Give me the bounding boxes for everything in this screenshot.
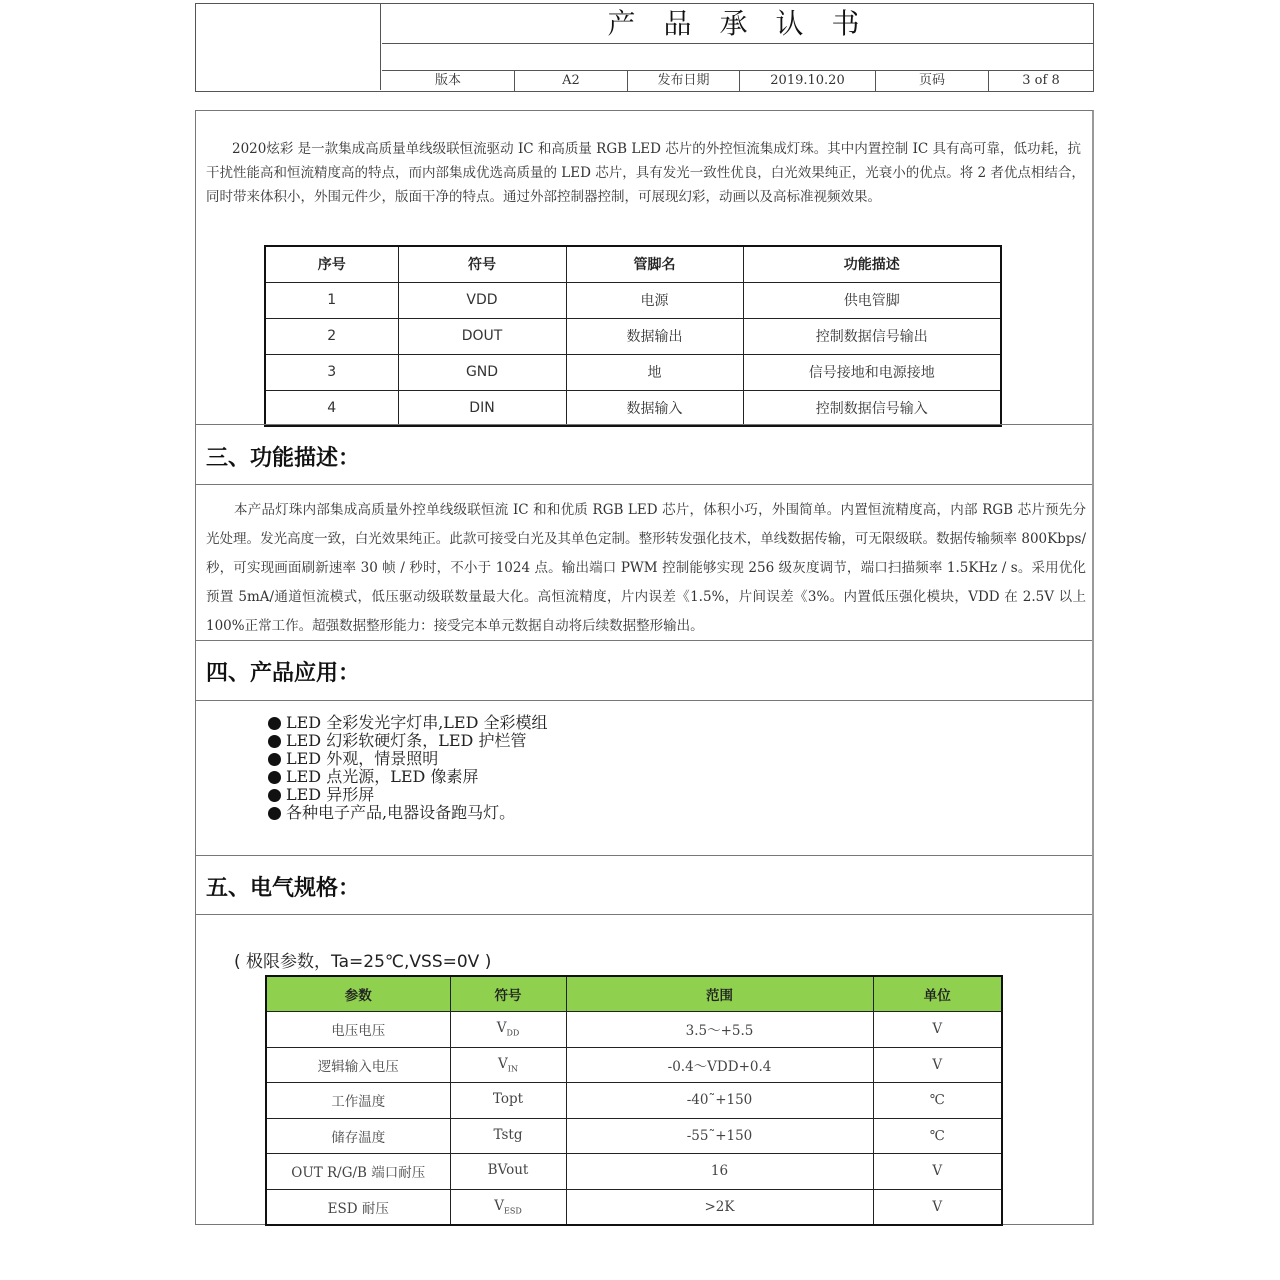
cell	[450, 1154, 566, 1190]
symbol-subscript: IN	[507, 1064, 518, 1074]
symbol: Topt	[492, 1091, 524, 1108]
version-value: A2	[515, 71, 628, 91]
list-item	[268, 804, 548, 822]
cell: 16	[566, 1154, 873, 1190]
col-header: 序号	[265, 246, 398, 282]
table-row	[266, 1154, 1002, 1190]
page-label: 页码	[876, 71, 989, 91]
table-row	[265, 390, 1001, 426]
cell: 储存温度	[266, 1118, 450, 1154]
col-header: 单位	[873, 976, 1002, 1012]
cell: -55˜+150	[566, 1118, 873, 1154]
cell: 2	[265, 318, 398, 354]
cell: 3	[265, 354, 398, 390]
table-row	[265, 354, 1001, 390]
divider	[196, 424, 1092, 425]
list-item	[268, 768, 548, 786]
cell: 电压电压	[266, 1012, 450, 1048]
divider	[196, 855, 1092, 856]
cell: DOUT	[398, 318, 566, 354]
cell	[450, 1012, 566, 1048]
list-item	[268, 732, 548, 750]
document-body	[195, 110, 1094, 1225]
cell: V	[873, 1154, 1002, 1190]
section-5-title: 五、电气规格：	[206, 876, 361, 901]
col-header: 符号	[398, 246, 566, 282]
page-value: 3 of 8	[1022, 73, 1060, 88]
bullet-icon	[268, 735, 281, 748]
function-description	[206, 496, 1086, 641]
release-date-label: 发布日期	[628, 71, 740, 91]
cell: V	[873, 1189, 1002, 1225]
cell: DIN	[398, 390, 566, 426]
header-blank-row	[382, 45, 1093, 71]
table-row	[266, 1047, 1002, 1083]
cell: GND	[398, 354, 566, 390]
cell	[450, 1047, 566, 1083]
intro-text: 2020炫彩 是一款集成高质量单线级联恒流驱动 IC 和高质量 RGB LED 芯片的外控恒流集成灯珠。其中内置控制 IC 具有高可靠，低功耗，抗干扰性能高和恒流精度高的特点，而内部集成优选高质量的 LED 芯片，具有发光一致性优良，白光效果纯正，光衰小的优点。将 2 者优点相结合，同时带来体积小，外围元件少，版面干净的特点。通过外部控制器控制，可展现幻彩，动画以及高标准视频效果。	[206, 141, 1085, 205]
list-item-text: LED 全彩发光字灯串,LED 全彩模组	[286, 713, 548, 732]
cell: -0.4～VDD+0.4	[566, 1047, 873, 1083]
intro-paragraph	[206, 137, 1086, 209]
col-header: 参数	[266, 976, 450, 1012]
bullet-icon	[268, 807, 281, 820]
col-header: 功能描述	[743, 246, 1001, 282]
section-4-title: 四、产品应用：	[206, 661, 361, 686]
cell: VDD	[398, 282, 566, 318]
symbol-subscript: ESD	[504, 1206, 522, 1216]
list-item-text: LED 异形屏	[286, 785, 375, 804]
logo-area	[196, 4, 381, 90]
list-item-text: 各种电子产品,电器设备跑马灯。	[286, 803, 516, 822]
col-header: 符号	[450, 976, 566, 1012]
list-item	[268, 786, 548, 804]
table-row	[265, 282, 1001, 318]
table-header-row	[265, 246, 1001, 282]
table-row	[266, 1012, 1002, 1048]
application-list	[268, 714, 548, 822]
bullet-icon	[268, 753, 281, 766]
cell	[450, 1189, 566, 1225]
symbol: BVout	[487, 1162, 529, 1179]
list-item-text: LED 幻彩软硬灯条，LED 护栏管	[286, 731, 527, 750]
list-item	[268, 750, 548, 768]
divider	[196, 700, 1092, 701]
section-3-title: 三、功能描述：	[206, 446, 361, 471]
bullet-icon	[268, 771, 281, 784]
cell: 供电管脚	[743, 282, 1001, 318]
cell: ESD 耐压	[266, 1189, 450, 1225]
cell: -40˜+150	[566, 1083, 873, 1119]
cell: 工作温度	[266, 1083, 450, 1119]
cell: OUT R/G/B 端口耐压	[266, 1154, 450, 1190]
pin-table	[264, 245, 1002, 427]
cell: V	[873, 1012, 1002, 1048]
cell	[450, 1083, 566, 1119]
list-item-text: LED 点光源，LED 像素屏	[286, 767, 479, 786]
document-header	[195, 3, 1094, 92]
symbol: Tstg	[493, 1126, 523, 1143]
cell: 地	[566, 354, 743, 390]
function-description-text: 本产品灯珠内部集成高质量外控单线级联恒流 IC 和和优质 RGB LED 芯片，体积小巧，外围简单。内置恒流精度高，内部 RGB 芯片预先分光处理。发光高度一致，白光效果纯正。此款可接受白光及其单色定制。整形转发强化技术，单线数据传输，可无限级联。数据传输频率 800Kbps/秒，可实现画面刷新速率 30 帧 / 秒时，不小于 1024 点。输出端口 PWM 控制能够实现 256 级灰度调节，端口扫描频率 1.5KHz / s。采用优化预置 5mA/通道恒流模式，低压驱动级联数量最大化。高恒流精度，片内误差《1.5%，片间误差《3%。内置低压强化模块，VDD 在 2.5V 以上 100%正常工作。超强数据整形能力：接受完本单元数据自动将后续数据整形输出。	[206, 502, 1086, 634]
cell: 3.5～+5.5	[566, 1012, 873, 1048]
release-date-value: 2019.10.20	[740, 71, 876, 91]
cell: 信号接地和电源接地	[743, 354, 1001, 390]
list-item-text: LED 外观，情景照明	[286, 749, 439, 768]
table-row	[265, 318, 1001, 354]
limit-params-caption: ( 极限参数，Ta=25℃,VSS=0V )	[234, 952, 492, 972]
cell: 电源	[566, 282, 743, 318]
cell	[450, 1118, 566, 1154]
version-label: 版本	[382, 71, 515, 91]
cell: 数据输出	[566, 318, 743, 354]
symbol: V	[496, 1020, 507, 1037]
table-row	[266, 1083, 1002, 1119]
table-row	[266, 1118, 1002, 1154]
list-item	[268, 714, 548, 732]
cell: V	[873, 1047, 1002, 1083]
symbol-subscript: DD	[506, 1029, 520, 1039]
cell: ℃	[873, 1118, 1002, 1154]
cell: 4	[265, 390, 398, 426]
document-title: 产品承认书	[382, 4, 1093, 44]
divider	[196, 484, 1092, 485]
table-header-row	[266, 976, 1002, 1012]
electrical-spec-table	[265, 975, 1003, 1226]
cell: 1	[265, 282, 398, 318]
bullet-icon	[268, 717, 281, 730]
bullet-icon	[268, 789, 281, 802]
table-row	[266, 1189, 1002, 1225]
divider	[196, 640, 1092, 641]
cell: 控制数据信号输出	[743, 318, 1001, 354]
cell: 数据输入	[566, 390, 743, 426]
cell: ℃	[873, 1083, 1002, 1119]
symbol: V	[498, 1055, 508, 1072]
divider	[196, 914, 1092, 915]
cell: 逻辑输入电压	[266, 1047, 450, 1083]
col-header: 范围	[566, 976, 873, 1012]
cell: >2K	[566, 1189, 873, 1225]
cell: 控制数据信号输入	[743, 390, 1001, 426]
header-meta-row	[382, 71, 1093, 91]
col-header: 管脚名	[566, 246, 743, 282]
symbol: V	[494, 1197, 504, 1214]
